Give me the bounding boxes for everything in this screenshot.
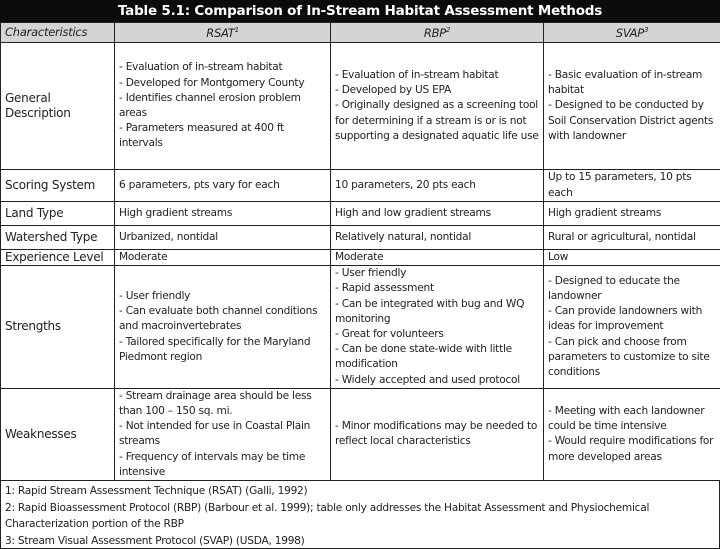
cell-rsat <box>115 388 331 480</box>
cell-rsat <box>115 266 331 389</box>
row-label: General Description <box>1 43 115 170</box>
cell-item: - Great for volunteers <box>335 327 539 342</box>
header-svap <box>544 23 720 43</box>
row-label: Strengths <box>1 266 115 389</box>
cell-svap <box>544 250 720 266</box>
cell-svap <box>544 43 720 170</box>
cell-item: Low <box>548 250 716 265</box>
cell-item: - Originally designed as a screening tool for determining if a stream is or is not supporting a designated aquatic life use <box>335 98 539 144</box>
cell-item: 6 parameters, pts vary for each <box>119 178 326 193</box>
cell-item: - Widely accepted and used protocol <box>335 373 539 388</box>
cell-item: - Designed to educate the landowner <box>548 274 716 304</box>
cell-item: High gradient streams <box>548 206 716 221</box>
cell-rbp <box>331 266 544 389</box>
cell-item: Relatively natural, nontidal <box>335 230 539 245</box>
cell-item: Moderate <box>335 250 539 265</box>
header-rsat-label: RSAT <box>206 26 234 40</box>
cell-item: Moderate <box>119 250 326 265</box>
cell-item: - Meeting with each landowner could be time intensive <box>548 404 716 434</box>
cell-item: - Developed for Montgomery County <box>119 76 326 91</box>
header-rbp-label: RBP <box>424 26 446 40</box>
cell-item: Rural or agricultural, nontidal <box>548 230 716 245</box>
footnote-1: 1: Rapid Stream Assessment Technique (RSAT) (Galli, 1992) <box>5 483 715 500</box>
cell-rbp <box>331 388 544 480</box>
table-row <box>1 266 720 389</box>
cell-item: - Minor modifications may be needed to reflect local characteristics <box>335 419 539 449</box>
cell-item: Up to 15 parameters, 10 pts each <box>548 170 716 200</box>
cell-item: - Can evaluate both channel conditions and macroinvertebrates <box>119 304 326 334</box>
cell-svap <box>544 202 720 226</box>
cell-item: 10 parameters, 20 pts each <box>335 178 539 193</box>
header-svap-label: SVAP <box>616 26 644 40</box>
cell-item: - Can be done state-wide with little modification <box>335 342 539 372</box>
table-row <box>1 226 720 250</box>
cell-item: - Basic evaluation of in-stream habitat <box>548 68 716 98</box>
footnote-ref: 2 <box>446 26 450 34</box>
cell-item: - Rapid assessment <box>335 281 539 296</box>
row-label: Watershed Type <box>1 226 115 250</box>
row-label: Land Type <box>1 202 115 226</box>
cell-rsat <box>115 170 331 202</box>
cell-item: - Designed to be conducted by Soil Conservation District agents with landowner <box>548 98 716 144</box>
cell-item: - User friendly <box>119 289 326 304</box>
cell-item: High and low gradient streams <box>335 206 539 221</box>
cell-item: - Identifies channel erosion problem areas <box>119 91 326 121</box>
table-title: Table 5.1: Comparison of In-Stream Habitat Assessment Methods <box>0 0 720 22</box>
cell-svap <box>544 266 720 389</box>
cell-rbp <box>331 170 544 202</box>
table-row <box>1 202 720 226</box>
cell-item: - User friendly <box>335 266 539 281</box>
cell-item: - Would require modifications for more developed areas <box>548 434 716 464</box>
row-label: Experience Level <box>1 250 115 266</box>
cell-rbp <box>331 202 544 226</box>
cell-rsat <box>115 250 331 266</box>
cell-item: - Tailored specifically for the Maryland Piedmont region <box>119 335 326 365</box>
footnotes <box>0 481 720 549</box>
cell-rbp <box>331 43 544 170</box>
cell-rsat <box>115 43 331 170</box>
footnote-2: 2: Rapid Bioassessment Protocol (RBP) (Barbour et al. 1999); table only addresses the Habitat Assessment and Physiochemical Characterization portion of the RBP <box>5 500 715 533</box>
cell-item: - Can be integrated with bug and WQ monitoring <box>335 297 539 327</box>
cell-item: - Developed by US EPA <box>335 83 539 98</box>
cell-item: - Frequency of intervals may be time intensive <box>119 450 326 480</box>
cell-svap <box>544 226 720 250</box>
cell-rbp <box>331 250 544 266</box>
footnote-ref: 3 <box>644 26 648 34</box>
footnote-3: 3: Stream Visual Assessment Protocol (SVAP) (USDA, 1998) <box>5 533 715 549</box>
cell-item: - Evaluation of in-stream habitat <box>119 60 326 75</box>
row-label: Weaknesses <box>1 388 115 480</box>
cell-item: - Can provide landowners with ideas for improvement <box>548 304 716 334</box>
header-rbp <box>331 23 544 43</box>
footnote-ref: 1 <box>235 26 239 34</box>
cell-rsat <box>115 202 331 226</box>
cell-item: - Evaluation of in-stream habitat <box>335 68 539 83</box>
cell-rsat <box>115 226 331 250</box>
header-rsat <box>115 23 331 43</box>
header-characteristics: Characteristics <box>1 23 115 43</box>
table-row <box>1 170 720 202</box>
row-label: Scoring System <box>1 170 115 202</box>
cell-item: - Can pick and choose from parameters to customize to site conditions <box>548 335 716 381</box>
comparison-table <box>0 22 720 481</box>
table-row <box>1 250 720 266</box>
cell-item: - Parameters measured at 400 ft intervals <box>119 121 326 151</box>
cell-rbp <box>331 226 544 250</box>
table-row <box>1 43 720 170</box>
header-row <box>1 23 720 43</box>
table-row <box>1 388 720 480</box>
cell-svap <box>544 388 720 480</box>
cell-item: - Stream drainage area should be less than 100 – 150 sq. mi. <box>119 389 326 419</box>
cell-svap <box>544 170 720 202</box>
cell-item: High gradient streams <box>119 206 326 221</box>
cell-item: Urbanized, nontidal <box>119 230 326 245</box>
cell-item: - Not intended for use in Coastal Plain streams <box>119 419 326 449</box>
